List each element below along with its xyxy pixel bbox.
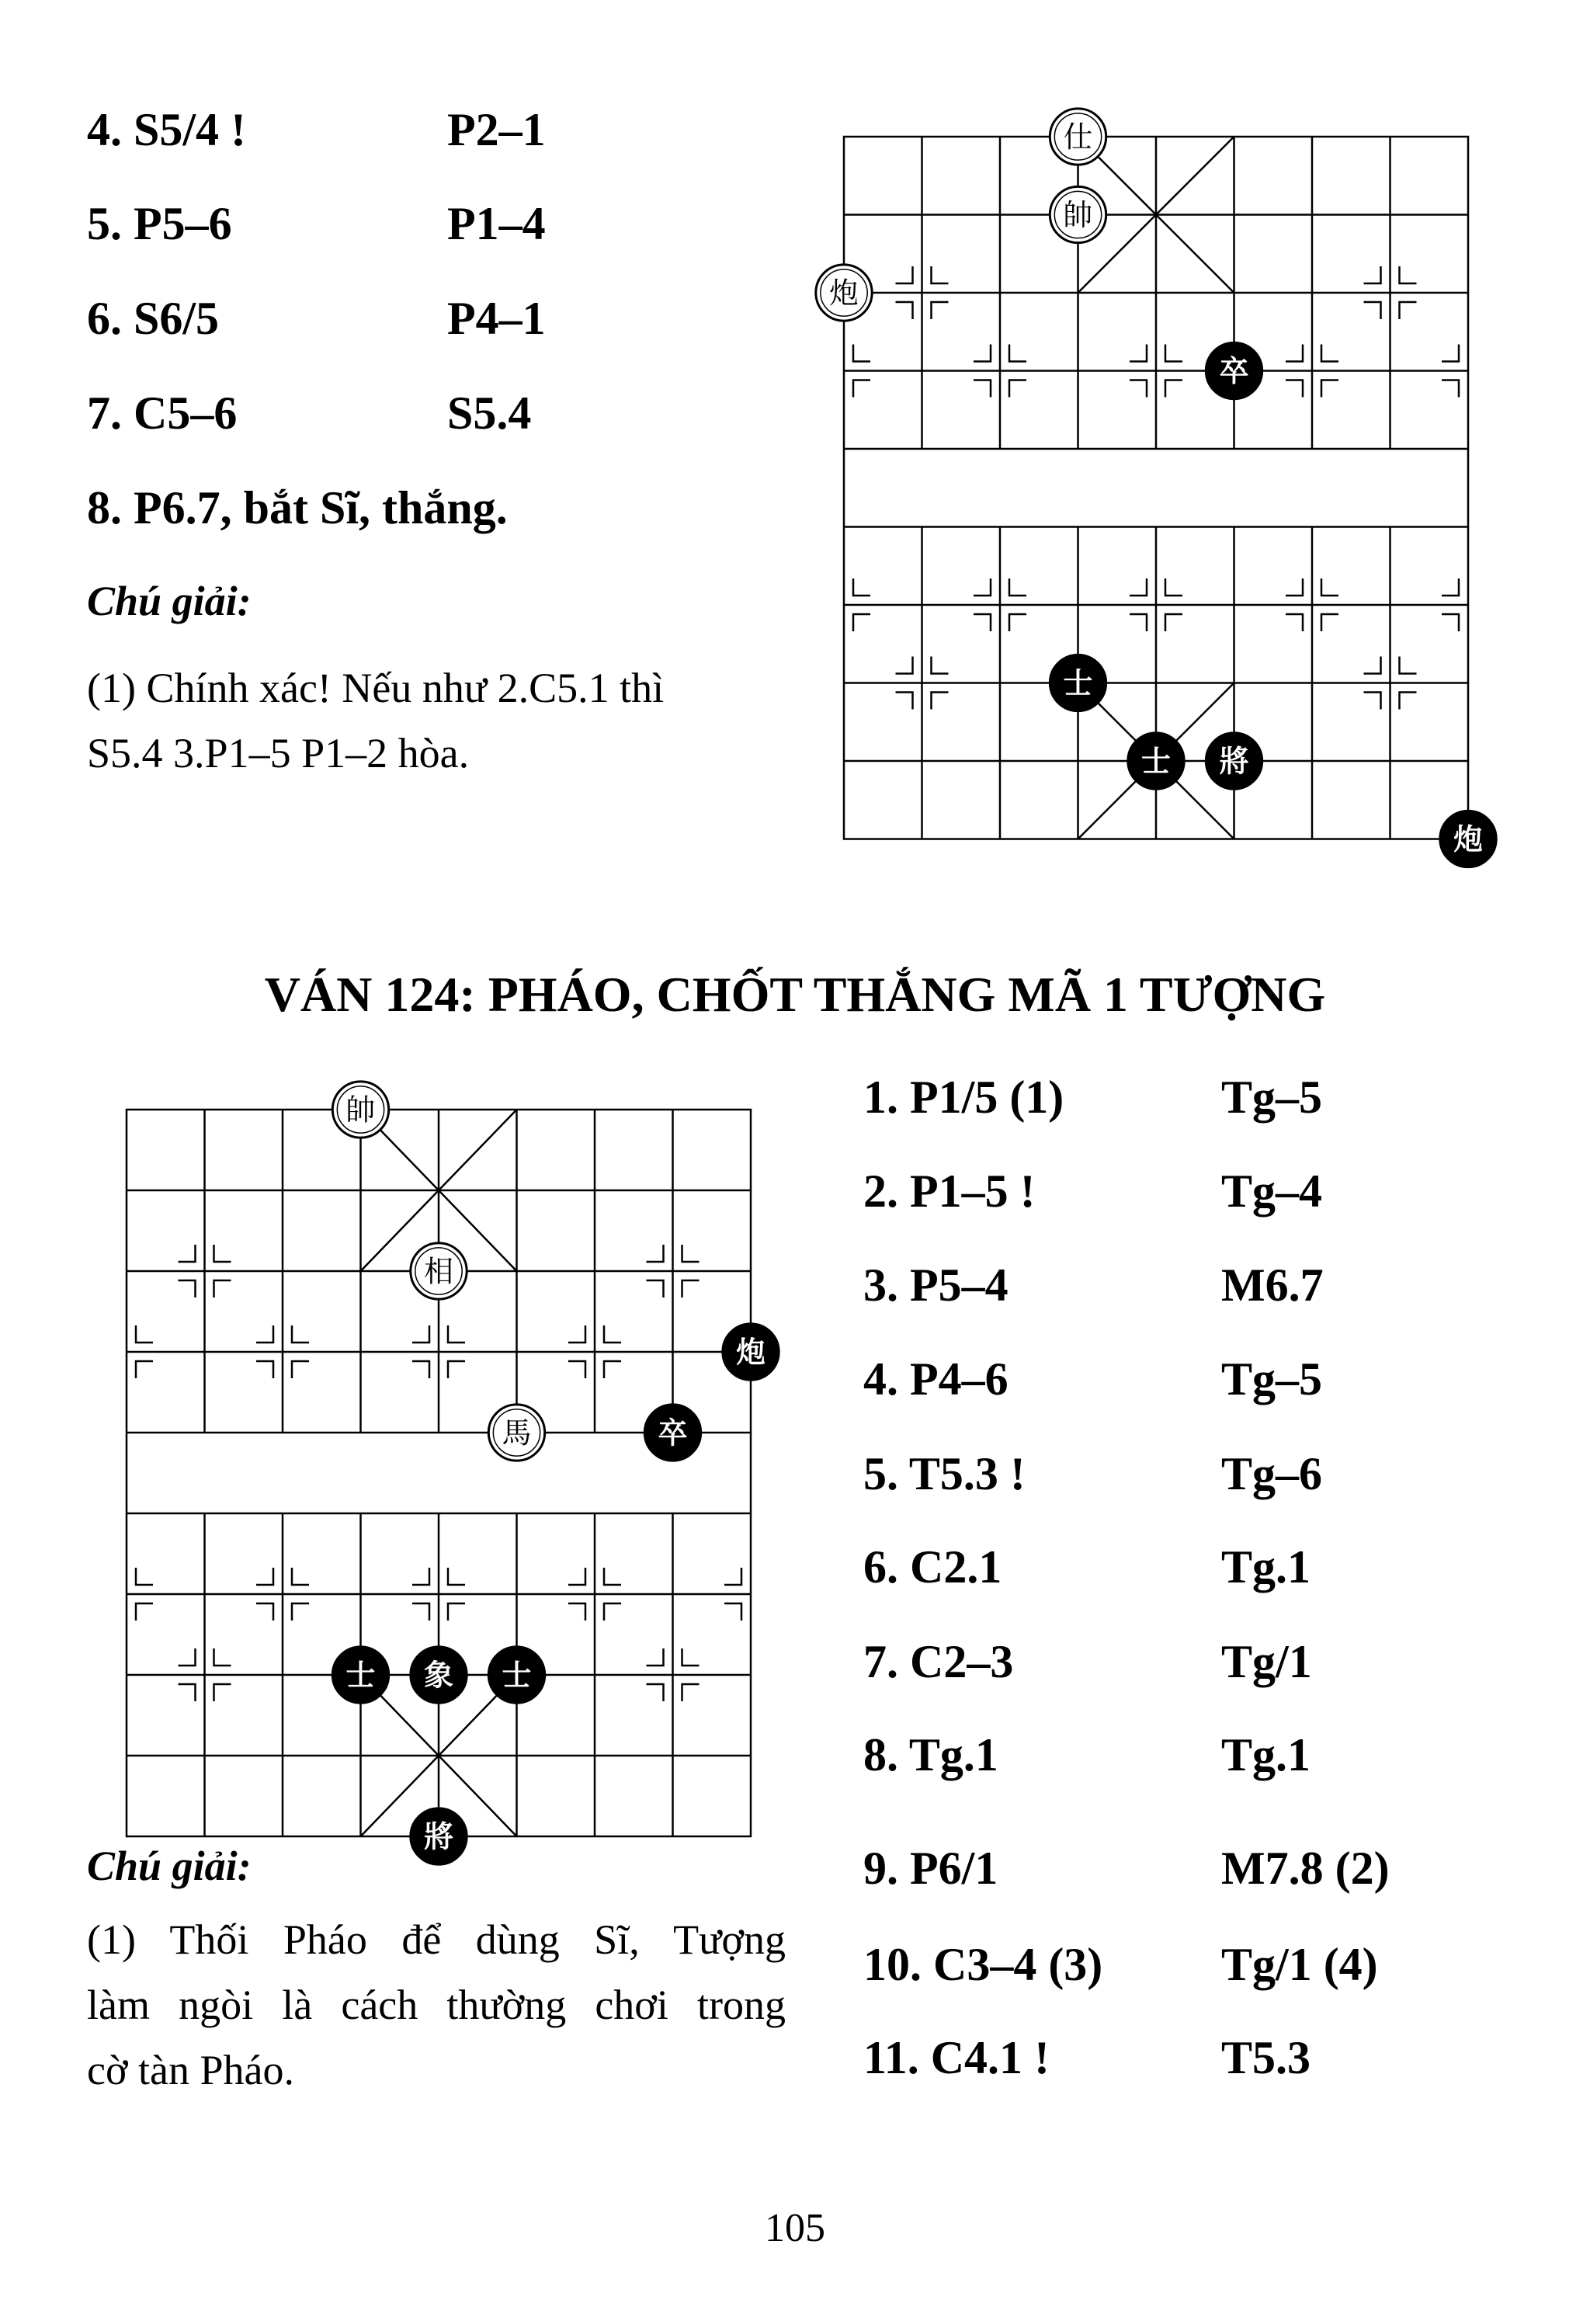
position-marker bbox=[136, 1325, 153, 1343]
note-heading: Chú giải: bbox=[87, 1843, 252, 1889]
position-marker bbox=[136, 1603, 153, 1621]
move-black: Tg–6 bbox=[1221, 1448, 1323, 1499]
piece bbox=[332, 1082, 388, 1138]
position-marker bbox=[1400, 657, 1417, 674]
piece-label: 卒 bbox=[658, 1415, 688, 1450]
piece bbox=[1050, 109, 1106, 165]
position-marker bbox=[412, 1361, 429, 1378]
move-black: Tg.1 bbox=[1221, 1541, 1311, 1593]
position-marker bbox=[568, 1603, 585, 1621]
position-marker bbox=[1442, 380, 1459, 398]
position-marker bbox=[292, 1603, 309, 1621]
position-marker bbox=[292, 1325, 309, 1343]
position-marker bbox=[1442, 345, 1459, 362]
move-red: 11. C4.1 ! bbox=[863, 2032, 1050, 2083]
move-red: 3. P5–4 bbox=[863, 1259, 1009, 1311]
piece bbox=[1206, 733, 1262, 789]
move-black: Tg.1 bbox=[1221, 1729, 1311, 1780]
move-black: Tg–4 bbox=[1221, 1165, 1323, 1217]
move-black: T5.3 bbox=[1221, 2032, 1311, 2083]
position-marker bbox=[682, 1280, 700, 1297]
position-marker bbox=[853, 578, 870, 596]
piece bbox=[1206, 342, 1262, 398]
position-marker bbox=[1165, 345, 1182, 362]
piece-label: 士 bbox=[1141, 743, 1171, 779]
position-marker bbox=[932, 657, 949, 674]
piece bbox=[488, 1405, 544, 1461]
position-marker bbox=[647, 1684, 664, 1701]
move-red: 1. P1/5 (1) bbox=[863, 1072, 1064, 1123]
piece-label: 象 bbox=[424, 1657, 453, 1693]
move-black: P1–4 bbox=[447, 198, 546, 249]
position-marker bbox=[1364, 266, 1381, 283]
position-marker bbox=[647, 1245, 664, 1262]
move-black: Tg–5 bbox=[1221, 1353, 1323, 1405]
position-marker bbox=[647, 1648, 664, 1666]
move-black: P2–1 bbox=[447, 104, 546, 155]
position-marker bbox=[448, 1361, 465, 1378]
position-marker bbox=[896, 266, 913, 283]
move-black: Tg/1 bbox=[1221, 1636, 1312, 1687]
position-marker bbox=[1130, 380, 1147, 398]
position-marker bbox=[853, 614, 870, 631]
position-marker bbox=[1400, 693, 1417, 710]
position-marker bbox=[1165, 578, 1182, 596]
position-marker bbox=[1442, 578, 1459, 596]
position-marker bbox=[448, 1568, 465, 1585]
page-number: 105 bbox=[765, 2206, 825, 2250]
position-marker bbox=[896, 302, 913, 319]
move-black: M7.8 (2) bbox=[1221, 1843, 1390, 1894]
move-red: 6. S6/5 bbox=[87, 293, 220, 344]
position-marker bbox=[412, 1325, 429, 1343]
move-red: 2. P1–5 ! bbox=[863, 1165, 1036, 1217]
move-red: 5. T5.3 ! bbox=[863, 1448, 1026, 1499]
piece-label: 炮 bbox=[829, 276, 859, 311]
move-red: 4. S5/4 ! bbox=[87, 104, 247, 155]
position-marker bbox=[1364, 657, 1381, 674]
position-marker bbox=[647, 1280, 664, 1297]
position-marker bbox=[682, 1648, 700, 1666]
move-red: 9. P6/1 bbox=[863, 1843, 998, 1894]
board-grid bbox=[127, 1110, 751, 1836]
piece-label: 士 bbox=[1063, 665, 1093, 701]
position-marker bbox=[1321, 614, 1338, 631]
note-line: S5.4 3.P1–5 P1–2 hòa. bbox=[87, 730, 470, 776]
game-title: VÁN 124: PHÁO, CHỐT THẮNG MÃ 1 TƯỢNG bbox=[264, 967, 1326, 1022]
piece-label: 士 bbox=[502, 1657, 532, 1693]
move-red: 7. C5–6 bbox=[87, 387, 238, 439]
position-marker bbox=[1165, 614, 1182, 631]
move-red: 8. Tg.1 bbox=[863, 1729, 998, 1780]
position-marker bbox=[412, 1568, 429, 1585]
piece-label: 馬 bbox=[502, 1416, 532, 1450]
position-marker bbox=[1321, 578, 1338, 596]
move-red: 7. C2–3 bbox=[863, 1636, 1014, 1687]
position-marker bbox=[1442, 614, 1459, 631]
piece bbox=[411, 1808, 467, 1864]
position-marker bbox=[292, 1568, 309, 1585]
position-marker bbox=[256, 1361, 273, 1378]
move-red: 4. P4–6 bbox=[863, 1353, 1009, 1405]
position-marker bbox=[974, 614, 991, 631]
note-line: làm ngòi là cách thường chơi trong bbox=[87, 1982, 786, 2028]
position-marker bbox=[1286, 380, 1303, 398]
position-marker bbox=[136, 1568, 153, 1585]
piece bbox=[488, 1647, 544, 1703]
position-marker bbox=[1321, 345, 1338, 362]
piece bbox=[332, 1647, 388, 1703]
position-marker bbox=[568, 1325, 585, 1343]
position-marker bbox=[853, 380, 870, 398]
position-marker bbox=[1165, 380, 1182, 398]
position-marker bbox=[974, 380, 991, 398]
position-marker bbox=[932, 266, 949, 283]
piece bbox=[1128, 733, 1184, 789]
move-black: Tg–5 bbox=[1221, 1072, 1323, 1123]
position-marker bbox=[1286, 614, 1303, 631]
position-marker bbox=[292, 1361, 309, 1378]
position-marker bbox=[1009, 578, 1026, 596]
position-marker bbox=[896, 693, 913, 710]
move-red: 10. C3–4 (3) bbox=[863, 1939, 1103, 1990]
position-marker bbox=[568, 1568, 585, 1585]
position-marker bbox=[1364, 693, 1381, 710]
piece-label: 卒 bbox=[1219, 353, 1249, 389]
position-marker bbox=[1009, 380, 1026, 398]
position-marker bbox=[412, 1603, 429, 1621]
position-marker bbox=[179, 1245, 196, 1262]
position-marker bbox=[256, 1568, 273, 1585]
piece-label: 炮 bbox=[736, 1334, 765, 1370]
position-marker bbox=[1364, 302, 1381, 319]
position-marker bbox=[448, 1325, 465, 1343]
position-marker bbox=[682, 1684, 700, 1701]
move-red: 5. P5–6 bbox=[87, 198, 232, 249]
move-black: S5.4 bbox=[447, 387, 532, 439]
move-black: Tg/1 (4) bbox=[1221, 1939, 1378, 1990]
piece bbox=[411, 1243, 467, 1299]
position-marker bbox=[568, 1361, 585, 1378]
piece bbox=[1440, 811, 1496, 867]
position-marker bbox=[1009, 345, 1026, 362]
piece-label: 仕 bbox=[1063, 120, 1093, 155]
position-marker bbox=[256, 1603, 273, 1621]
position-marker bbox=[1400, 302, 1417, 319]
position-marker bbox=[214, 1245, 231, 1262]
position-marker bbox=[604, 1361, 621, 1378]
move-black: P4–1 bbox=[447, 293, 546, 344]
note-heading: Chú giải: bbox=[87, 578, 252, 624]
position-marker bbox=[214, 1684, 231, 1701]
piece bbox=[1050, 186, 1106, 242]
position-marker bbox=[1130, 578, 1147, 596]
position-marker bbox=[1286, 578, 1303, 596]
position-marker bbox=[932, 693, 949, 710]
note-line: (1) Thối Pháo để dùng Sĩ, Tượng bbox=[87, 1916, 786, 1963]
move-black: M6.7 bbox=[1221, 1259, 1324, 1311]
final-move: 8. P6.7, bắt Sĩ, thắng. bbox=[87, 482, 508, 533]
xiangqi-board bbox=[800, 85, 1576, 893]
position-marker bbox=[724, 1568, 741, 1585]
position-marker bbox=[448, 1603, 465, 1621]
position-marker bbox=[974, 578, 991, 596]
position-marker bbox=[1400, 266, 1417, 283]
piece bbox=[723, 1324, 779, 1380]
move-red: 6. C2.1 bbox=[863, 1541, 1002, 1593]
piece-label: 炮 bbox=[1453, 822, 1483, 857]
piece bbox=[1050, 655, 1106, 710]
position-marker bbox=[179, 1648, 196, 1666]
position-marker bbox=[724, 1603, 741, 1621]
piece-label: 相 bbox=[424, 1254, 453, 1289]
note-line: cờ tàn Pháo. bbox=[87, 2047, 294, 2093]
position-marker bbox=[682, 1245, 700, 1262]
position-marker bbox=[1130, 345, 1147, 362]
position-marker bbox=[256, 1325, 273, 1343]
piece-label: 士 bbox=[345, 1657, 376, 1693]
position-marker bbox=[896, 657, 913, 674]
piece-label: 帥 bbox=[1063, 198, 1093, 233]
position-marker bbox=[136, 1361, 153, 1378]
position-marker bbox=[1321, 380, 1338, 398]
piece bbox=[411, 1647, 467, 1703]
position-marker bbox=[604, 1568, 621, 1585]
piece bbox=[816, 265, 872, 321]
position-marker bbox=[214, 1648, 231, 1666]
position-marker bbox=[1009, 614, 1026, 631]
position-marker bbox=[1130, 614, 1147, 631]
position-marker bbox=[1286, 345, 1303, 362]
position-marker bbox=[932, 302, 949, 319]
position-marker bbox=[853, 345, 870, 362]
note-line: (1) Chính xác! Nếu như 2.C5.1 thì bbox=[87, 665, 665, 711]
piece bbox=[644, 1405, 700, 1461]
position-marker bbox=[179, 1684, 196, 1701]
position-marker bbox=[604, 1603, 621, 1621]
position-marker bbox=[974, 345, 991, 362]
position-marker bbox=[604, 1325, 621, 1343]
piece-label: 帥 bbox=[345, 1093, 376, 1127]
piece-label: 將 bbox=[1219, 743, 1249, 779]
position-marker bbox=[214, 1280, 231, 1297]
xiangqi-board bbox=[85, 1056, 815, 1871]
position-marker bbox=[179, 1280, 196, 1297]
piece-label: 將 bbox=[424, 1819, 453, 1854]
